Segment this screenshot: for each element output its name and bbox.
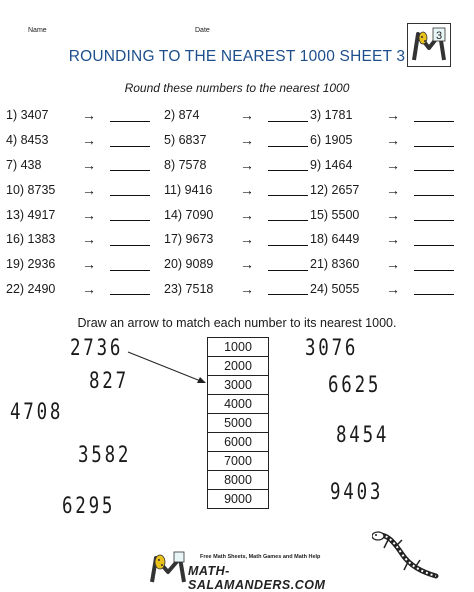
salamander-logo-icon [148, 550, 188, 584]
question-text: 15) 5500 [310, 207, 360, 222]
left-number-5: 6295 [62, 493, 116, 519]
question-text: 4) 8453 [6, 133, 49, 148]
target-cell[interactable]: 4000 [208, 395, 268, 414]
target-cell[interactable]: 9000 [224, 492, 252, 506]
arrow-icon: → [386, 231, 400, 248]
question-text: 19) 2936 [6, 257, 56, 272]
footer-branding [148, 550, 348, 592]
arrow-icon: → [386, 280, 400, 297]
arrow-icon: → [240, 256, 254, 273]
arrow-icon: → [82, 132, 96, 149]
arrow-icon: → [386, 107, 400, 124]
matching-instruction: Draw an arrow to match each number to its nearest 1000. [77, 316, 397, 330]
right-number-4: 9403 [330, 479, 384, 505]
target-cell[interactable]: 3000 [208, 376, 268, 395]
left-number-4: 3582 [78, 442, 132, 468]
question-text: 21) 8360 [310, 257, 360, 272]
arrow-icon: → [240, 280, 254, 297]
grade-badge: 3 [435, 30, 443, 42]
footer-tagline: Free Math Sheets, Math Games and Math Help [200, 554, 321, 560]
arrow-icon: → [386, 206, 400, 223]
arrow-icon: → [240, 132, 254, 149]
name-label: Name [28, 27, 47, 34]
arrow-icon: → [386, 132, 400, 149]
left-number-2: 827 [89, 368, 129, 394]
target-thousands-table [207, 337, 269, 509]
target-cell[interactable]: 7000 [208, 452, 268, 471]
instructions-subtitle: Round these numbers to the nearest 1000 [124, 81, 350, 95]
left-number-1: 2736 [70, 335, 124, 361]
target-cell[interactable]: 6000 [208, 433, 268, 452]
arrow-icon: → [386, 156, 400, 173]
arrow-icon: → [82, 156, 96, 173]
arrow-icon: → [240, 181, 254, 198]
question-text: 10) 8735 [6, 182, 56, 197]
arrow-icon: → [240, 107, 254, 124]
question-text: 8) 7578 [164, 157, 207, 172]
right-number-3: 8454 [336, 422, 390, 448]
question-text: 3) 1781 [310, 108, 353, 123]
target-cell[interactable]: 2000 [208, 357, 268, 376]
date-label: Date [195, 27, 210, 34]
target-cell[interactable]: 8000 [208, 471, 268, 490]
question-text: 23) 7518 [164, 281, 214, 296]
arrow-icon: → [82, 107, 96, 124]
footer-site: MATH-SALAMANDERS.COM [188, 564, 326, 592]
arrow-icon: → [82, 231, 96, 248]
question-text: 9) 1464 [310, 157, 353, 172]
salamander-drawing-icon [372, 530, 442, 582]
question-text: 5) 6837 [164, 133, 207, 148]
arrow-icon: → [240, 231, 254, 248]
arrow-icon: → [386, 181, 400, 198]
right-number-2: 6625 [328, 372, 382, 398]
question-text: 2) 874 [164, 108, 200, 123]
question-text: 11) 9416 [164, 182, 213, 197]
question-text: 13) 4917 [6, 207, 56, 222]
question-text: 14) 7090 [164, 207, 214, 222]
arrow-icon: → [240, 206, 254, 223]
right-number-1: 3076 [305, 335, 359, 361]
target-cell[interactable]: 1000 [208, 338, 268, 357]
question-text: 16) 1383 [6, 232, 56, 247]
question-text: 12) 2657 [310, 182, 360, 197]
arrow-icon: → [82, 256, 96, 273]
arrow-icon: → [240, 156, 254, 173]
arrow-icon: → [386, 256, 400, 273]
question-text: 20) 9089 [164, 257, 214, 272]
arrow-icon: → [82, 280, 96, 297]
question-text: 22) 2490 [6, 281, 56, 296]
question-text: 24) 5055 [310, 281, 360, 296]
arrow-icon: → [82, 181, 96, 198]
question-text: 17) 9673 [164, 232, 214, 247]
question-text: 1) 3407 [6, 108, 49, 123]
page-title: ROUNDING TO THE NEAREST 1000 SHEET 3 [68, 48, 406, 65]
question-text: 18) 6449 [310, 232, 360, 247]
question-text: 7) 438 [6, 157, 42, 172]
target-cell[interactable]: 5000 [208, 414, 268, 433]
question-text: 6) 1905 [310, 133, 353, 148]
arrow-icon: → [82, 206, 96, 223]
left-number-3: 4708 [10, 399, 64, 425]
